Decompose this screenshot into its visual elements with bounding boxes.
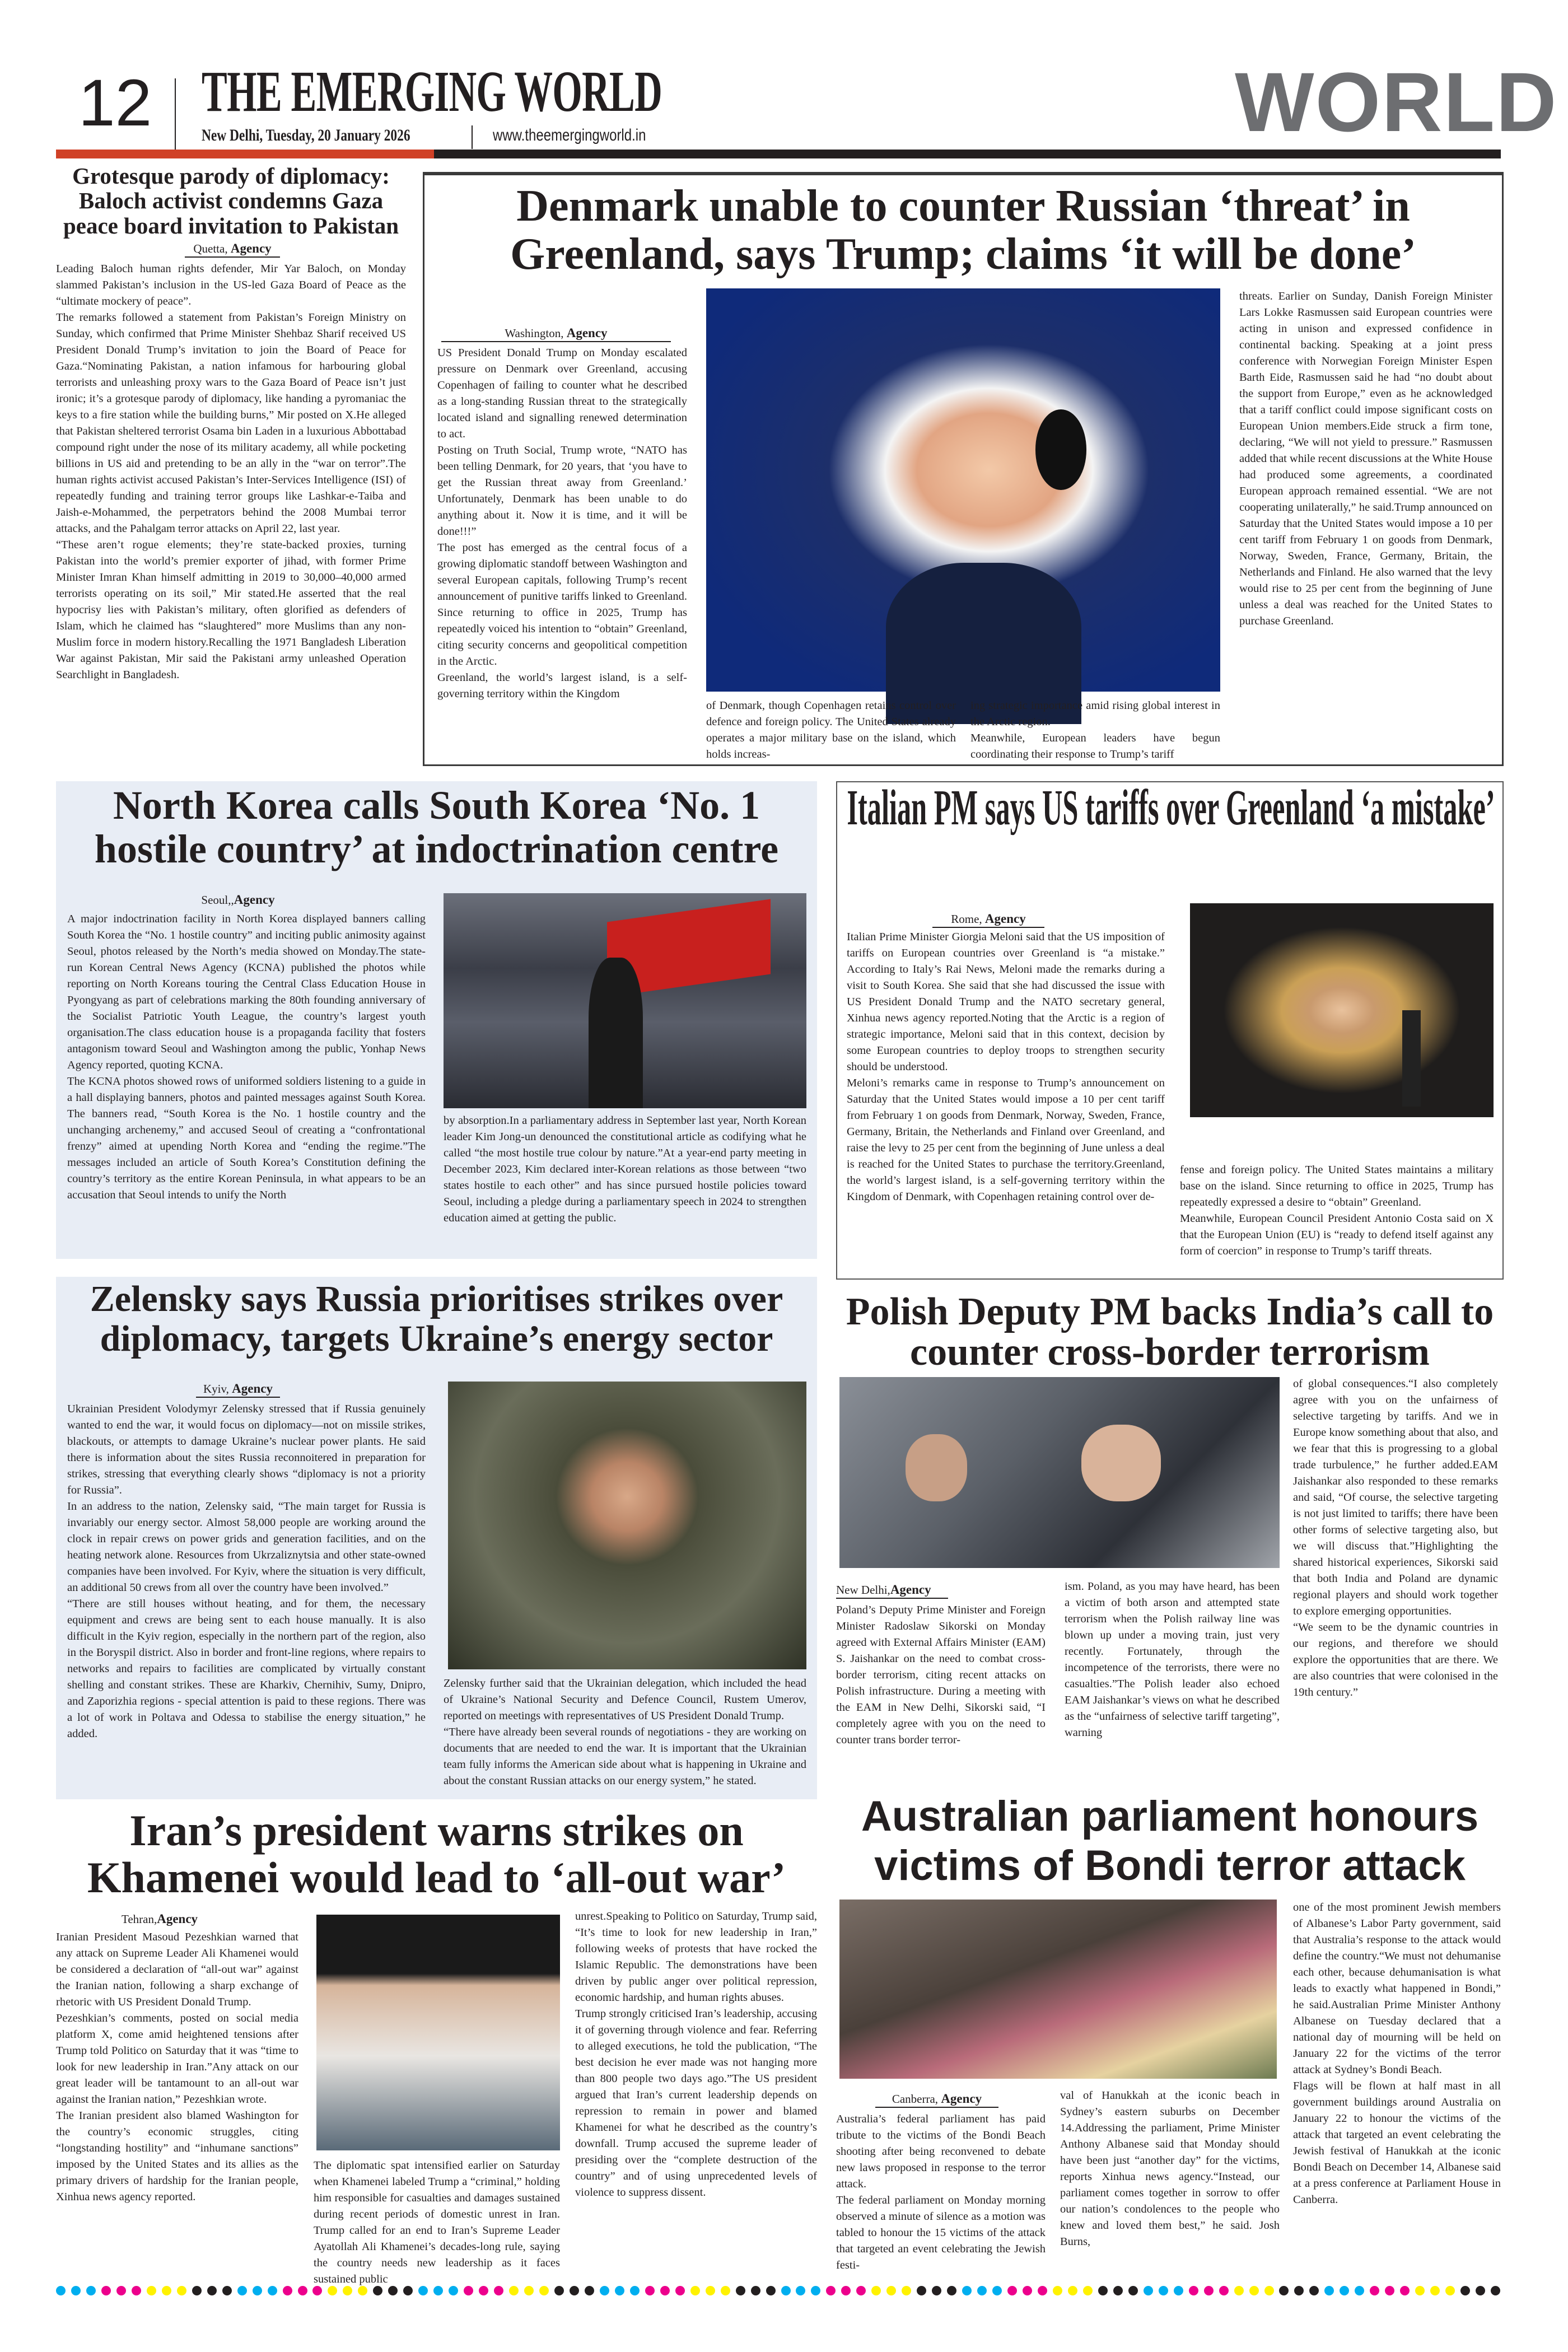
registration-dot	[403, 2286, 413, 2295]
registration-dot	[388, 2286, 398, 2295]
registration-dot	[373, 2286, 382, 2295]
article-body: one of the most prominent Jewish members of Albanese’s Labor Party government, said that Australia’s response to the attack would define the country.“We must not dehumanise each other, because dehumanisation is what leads to exactly what happened in Bondi,” he said.Australian Prime Minister Anthony Albanese on Tuesday declared that a national day of mourning will be held on January 22 for the victims of the terror attack at Sydney’s Bondi Beach. Flags will be flown at half mast in all government buildings around Australia on January 22 to honour the victims of the attack that targeted an event celebrating the Jewish festival of Hanukkah at the iconic Bondi Beach on December 14, Albanese said at a press conference at Parliament House in Canberra.	[1293, 1901, 1501, 2206]
registration-dot	[1491, 2286, 1500, 2295]
registration-dot	[222, 2286, 232, 2295]
article-body: fense and foreign policy. The United States maintains a military base on the island. Since returning to office in 2025, Trump has repeatedly expressed a desire to “obtain” Greenland. Meanwhile, European Council President Antonio Costa said on X that the European Union (EU) is “ready to defend itself against any form of coercion” in response to Trump’s tariff threats.	[1180, 1164, 1494, 1257]
headline: Iran’s president warns strikes on Khamenei would lead to ‘all-out war’	[87, 1806, 786, 1902]
registration-dot	[600, 2286, 609, 2295]
registration-dot	[992, 2286, 1002, 2295]
meloni-photo	[1190, 903, 1494, 1117]
registration-dot	[1113, 2286, 1123, 2295]
registration-dot	[615, 2286, 624, 2295]
registration-dot	[977, 2286, 987, 2295]
headline: Italian PM says US tariffs over Greenland ‘a mistake’	[847, 780, 1495, 836]
registration-dot	[1128, 2286, 1138, 2295]
article-poland	[836, 1292, 1504, 1771]
dateline-agency: Agency	[232, 1382, 273, 1396]
dateline-place: Kyiv,	[203, 1382, 232, 1396]
dateline-place: Rome,	[951, 912, 985, 926]
registration-dot	[312, 2286, 322, 2295]
dateline	[441, 326, 671, 342]
registration-dot	[1309, 2286, 1319, 2295]
registration-dot	[147, 2286, 156, 2295]
registration-dot	[524, 2286, 534, 2295]
article-body: US President Donald Trump on Monday escalated pressure on Denmark over Greenland, accusing Copenhagen of failing to counter what he described as a long-standing Russian threat to the strategically located island and signalling renewed determination to act. Posting on Truth Social, Trump wrote, “NATO has been telling Denmark, for 20 years, that ‘you have to get the Russian threat away from Greenland.’ Unfortunately, Denmark has been unable to do anything about it. Now it is time, and it will be done!!!” The post has emerged as the central focus of a growing diplomatic standoff between Washington and several European capitals, following Trump’s recent announcement of punitive tariffs linked to Greenland. Since returning to office in 2025, Trump has repeatedly voiced his intention to “obtain” Greenland, citing security concerns and geopolitical competition in the Arctic. Greenland, the world’s largest island, is a self-governing territory within the Kingdom	[437, 347, 687, 700]
article-body: Leading Baloch human rights defender, Mir Yar Baloch, on Monday slammed Pakistan’s inclusion in the US-led Gaza Board of Peace as the “ultimate mockery of peace”. The remarks followed a statement from Pakistan’s Foreign Ministry on Sunday, which confirmed that Prime Minister Shehbaz Sharif received US President Donald Trump’s invitation to join the Board of Peace for Gaza.“Nominating Pakistan, a nation infamous for harbouring global terrorists and unleashing proxy wars to the Gaza Board of Peace isn’t just ironic; it’s a grotesque parody of diplomacy, like handing a pyromaniac the keys to a fire station while the building burns,” Mir posted on X.He alleged that Pakistan sheltered terrorist Osama bin Laden in a luxurious Abbottabad compound right under the nose of its military academy, all while pocketing billions in US aid and pretending to be an ally in the “war on terror”.The human rights activist accused Pakistan’s Inter-Services Intelligence (ISI) of repeatedly funding and training terror groups like Lashkar-e-Taiba and Jaish-e-Mohammed, the perpetrators behind the 2008 Mumbai terror attacks, and the Pahalgam terror attacks on April 22, last year. “These aren’t rogue elements; they’re state-backed proxies, turning Pakistan into the world’s premier exporter of jihad, with former Prime Minister Imran Khan himself admitting in 2019 to 30,000–40,000 armed terrorists operating on its soil,” Mir stated.He asserted that the real hypocrisy lies with Pakistan’s military, often glorified as defenders of Islam, which he claimed has “slaughtered” more Muslims than any non-Muslim force in modern history.Recalling the 1971 Bangladesh Liberation War against Pakistan, Mir said the Pakistani army unleashed Operation Searchlight in Bangladesh.	[56, 263, 406, 681]
registration-dot	[1400, 2286, 1410, 2295]
registration-dot	[56, 2286, 66, 2295]
dateline-place: Tehran,	[121, 1912, 157, 1926]
sikorski-jaishankar-photo	[839, 1377, 1280, 1568]
registration-dot	[886, 2286, 896, 2295]
dateline	[193, 893, 283, 908]
registration-dot	[177, 2286, 186, 2295]
registration-dot	[418, 2286, 428, 2295]
dateline-place: Quetta,	[193, 242, 231, 255]
registration-dot	[449, 2286, 458, 2295]
article-body: ism. Poland, as you may have heard, has been a victim of both arson and attempted state terrorism when the Polish railway line was blown up under a moving train, just very recently. Fortunately, through the incompetence of the terrorists, there were no casualties.”The Polish leader also echoed EAM Jaishankar’s views on what he described as the “unfairness of selective tariff targeting”, warning	[1065, 1580, 1280, 1739]
registration-dot	[1385, 2286, 1394, 2295]
article-north-korea	[56, 781, 817, 1259]
registration-dot	[811, 2286, 820, 2295]
dateline-place: Seoul,,	[201, 893, 234, 907]
header-rule-red	[56, 150, 434, 158]
section-title: WORLD	[1235, 55, 1558, 149]
registration-dot	[1430, 2286, 1440, 2295]
registration-dot	[1294, 2286, 1304, 2295]
page-number: 12	[78, 66, 152, 140]
registration-dot	[433, 2286, 443, 2295]
registration-dot	[1053, 2286, 1062, 2295]
article-body: by absorption.In a parliamentary address in September last year, North Korean leader Kim Jong-un denounced the constitutional article as codifying what he called “the most hostile true colour by nature.”At a year-end party meeting in December 2023, Kim declared inter-Korean relations as those between “two states hostile to each other” and has since pursued hostile policies toward Seoul, including a pledge during a parliamentary speech in 2024 to strengthen education aimed at getting the public.	[444, 1114, 806, 1224]
registration-dot	[856, 2286, 866, 2295]
masthead: THE EMERGING WORLD	[202, 59, 662, 124]
headline: Polish Deputy PM backs India’s call to counter cross-border terrorism	[846, 1290, 1494, 1374]
registration-dot	[1249, 2286, 1259, 2295]
headline: Denmark unable to counter Russian ‘threat’ in Greenland, says Trump; claims ‘it will be done’	[510, 181, 1416, 279]
registration-marks	[56, 2286, 1501, 2299]
bondi-memorial-photo	[839, 1900, 1277, 2079]
registration-dot	[736, 2286, 745, 2295]
registration-dot	[766, 2286, 776, 2295]
registration-dot	[1340, 2286, 1349, 2295]
header-rule-black	[434, 150, 1501, 158]
registration-dot	[781, 2286, 791, 2295]
registration-dot	[101, 2286, 111, 2295]
registration-dot	[268, 2286, 277, 2295]
dateline-agency: Agency	[890, 1583, 931, 1597]
article-body: A major indoctrination facility in North Korea displayed banners calling South Korea the “No. 1 hostile country” and inciting public animosity against Seoul, photos released by the North’s media showed on Monday.The state-run Korean Central News Agency (KCNA) published the photos while reporting on North Koreans touring the Central Class Education House in Pyongyang as part of celebrations marking the 80th founding anniversary of the Socialist Patriotic Youth League, the country’s largest youth organisation.The class education house is a propaganda facility that fosters antagonism toward Seoul and Washington among the public, Yonhap News Agency reported, quoting KCNA. The KCNA photos showed rows of uniformed soldiers listening to a guide in a hall displaying banners, photos and painted messages against South Korea. The banners read, “South Korea is the No. 1 hostile country and the unchanging archenemy,” and accused Seoul of creating a “confrontational frenzy” aimed at upending North Korea and “ending the regime.”The messages included an article of South Korea’s Constitution defining the country’s territory as the entire Korean Peninsula, in what appears to be an accusation that Seoul intends to unify the North	[67, 913, 426, 1201]
article-zelensky	[56, 1277, 817, 1799]
registration-dot	[132, 2286, 141, 2295]
article-body: Australia’s federal parliament has paid tribute to the victims of the Bondi Beach shooting after being reconvened to debate new laws proposed in response to the terror attack. The federal parliament on Monday morning observed a minute of silence as a motion was tabled to honour the 15 victims of the attack that targeted an event celebrating the Jewish festi-	[836, 2113, 1046, 2271]
registration-dot	[826, 2286, 836, 2295]
registration-dot	[932, 2286, 941, 2295]
registration-dot	[1038, 2286, 1047, 2295]
divider	[472, 125, 473, 149]
registration-dot	[1355, 2286, 1364, 2295]
dateline	[185, 242, 280, 258]
registration-dot	[1204, 2286, 1214, 2295]
registration-dot	[1264, 2286, 1274, 2295]
article-body: of global consequences.“I also completely agree with you on the unfairness of selective targeting by tariffs. And we in Europe know something about that also, and we fear that this is progressing to a global trade turbulence,” he further added.EAM Jaishankar also responded to these remarks and said, “Of course, the selective targeting is not just limited to tariffs; there have been other forms of selective targeting also, but we will discuss that.”Highlighting the shared historical experiences, Sikorski said that both India and Poland are dynamic regional players and should work together to explore emerging opportunities. “We seem to be the dynamic countries in our regions, and therefore we should explore the opportunities that are there. We are also countries that were colonised in the 19th century.”	[1293, 1378, 1498, 1698]
registration-dot	[539, 2286, 549, 2295]
registration-dot	[494, 2286, 503, 2295]
article-body: Ukrainian President Volodymyr Zelensky stressed that if Russia genuinely wanted to end the war, it would focus on diplomacy—not on missile strikes, blackouts, or attempts to damage Ukraine’s nuclear power plants. He said there is information about the sites Russia reconnoitered in preparation for strikes, stressing that everything clearly shows “diplomacy is not a priority for Russia”. In an address to the nation, Zelensky said, “The main target for Russia is invariably our energy sector. Almost 58,000 people are working around the clock in repair crews on power grids and generation facilities, and on the heating network alone. Resources from Ukrzaliznytsia and other state-owned companies have been involved. For Kyiv, where the situation is very difficult, an additional 50 crews from all over the country have been involved.” “There are still houses without heating, and for them, the necessary equipment and crews are being sent to each house manually. It is also difficult in the Kyiv region, especially in the northern part of the region, also in the Boryspil district. Also in border and front-line regions, where repairs to networks and repairs to facilities are complicated by virtually constant shelling and constant strikes. These are Kharkiv, Chernihiv, Sumy, Dnipro, and Zaporizhia regions - special attention is paid to these regions. There was a lot of work in Poltava and Odessa to stabilise the energy situation,” he added.	[67, 1403, 426, 1740]
article-body: The diplomatic spat intensified earlier on Saturday when Khamenei labeled Trump a “criminal,” holding him responsible for casualties and damages sustained during recent periods of domestic unrest in Iran. Trump called for an end to Iran’s Supreme Leader Ayatollah Ali Khamenei’s decades-long rule, saying the country needs new leadership as it faces sustained public	[314, 2159, 560, 2285]
dateline	[836, 1583, 948, 1599]
zelensky-photo	[448, 1382, 806, 1669]
article-body: val of Hanukkah at the iconic beach in Sydney’s eastern suburbs on December 14.Addressing the parliament, Prime Minister Anthony Albanese said that Monday should have been just “another day” for the victims, reports Xinhua news agency.“Instead, our parliament comes together in sorrow to offer our nation’s condolences to the people who knew and loved them best,” he said. Josh Burns,	[1060, 2089, 1280, 2248]
registration-dot	[751, 2286, 760, 2295]
article-denmark	[423, 172, 1504, 766]
registration-dot	[917, 2286, 926, 2295]
registration-dot	[509, 2286, 519, 2295]
registration-dot	[479, 2286, 488, 2295]
registration-dot	[675, 2286, 685, 2295]
registration-dot	[554, 2286, 564, 2295]
dateline-agency: Agency	[984, 912, 1026, 926]
article-body: threats. Earlier on Sunday, Danish Foreign Minister Lars Lokke Rasmussen said European countries were acting in unison and expressed confidence in continental backing. Speaking at a joint press conference with Norwegian Foreign Minister Espen Barth Eide, Rasmussen said he had “no doubt about the support from Europe,” even as he acknowledged that a tariff conflict could impose significant costs on European Union members.Eide struck a firm tone, declaring, “We will not yield to pressure.” Rasmussen added that while recent discussions at the White House had produced some agreements, a coordinated European approach remained essential. “We are not cooperating unilaterally,” he said.Trump announced on Saturday that the United States would impose a 10 per cent tariff from February 1 on goods from Denmark, Norway, Sweden, France, Germany, Britain, the Netherlands and Finland. He also warned that the levy would rise to 25 per cent from the beginning of June unless a deal was reached for the United States to purchase Greenland.	[1239, 290, 1492, 627]
article-body: Iranian President Masoud Pezeshkian warned that any attack on Supreme Leader Ali Khamenei would be considered a declaration of “all-out war” against the Iranian nation, following a sharp exchange of rhetoric with US President Donald Trump. Pezeshkian’s comments, posted on social media platform X, come amid heightened tensions after Trump told Politico on Saturday that it was “time to look for new leadership in Iran.”Any attack on our great leader will be tantamount to an all-out war against the Iranian nation,” Pezeshkian wrote. The Iranian president also blamed Washington for the country’s economic struggles, citing “longstanding hostility” and “inhumane sanctions” imposed by the United States and its allies as the primary drivers of hardship for the Iranian people, Xinhua news agency reported.	[56, 1931, 298, 2203]
registration-dot	[1445, 2286, 1455, 2295]
article-body: unrest.Speaking to Politico on Saturday, Trump said, “It’s time to look for new leadership in Iran,” following weeks of protests that have rocked the Islamic Republic. The demonstrations have been driven by public anger over political repression, economic hardship, and human rights abuses. Trump strongly criticised Iran’s leadership, accusing it of governing through violence and fear. Referring to alleged executions, he told the publication, “The best decision he ever made was not hanging more than 800 people two days ago.”The US president argued that Iran’s current leadership depends on repression to remain in power and blamed Khamenei for what he described as the country’s downfall. Trump accused the supreme leader of presiding over the “complete destruction of the country” and of using unprecedented levels of violence to suppress dissent.	[575, 1910, 818, 2199]
headline: Grotesque parody of diplomacy: Baloch activist condemns Gaza peace board invitation to Pakistan	[63, 163, 399, 239]
registration-dot	[116, 2286, 126, 2295]
article-body: of Denmark, though Copenhagen retains control over defence and foreign policy. The United States already operates a major military base on the island, which holds increas-	[706, 699, 956, 760]
registration-dot	[1159, 2286, 1168, 2295]
north-korea-photo	[444, 893, 806, 1108]
registration-dot	[1098, 2286, 1108, 2295]
headline: Australian parliament honours victims of Bondi terror attack	[861, 1793, 1479, 1889]
dateline	[196, 1382, 280, 1398]
website-link[interactable]: www.theemergingworld.in	[493, 126, 646, 144]
issue-date: New Delhi, Tuesday, 20 January 2026	[202, 126, 410, 144]
dateline-place: Canberra,	[892, 2092, 941, 2106]
registration-dot	[1023, 2286, 1032, 2295]
registration-dot	[86, 2286, 96, 2295]
headline: Zelensky says Russia prioritises strikes over diplomacy, targets Ukraine’s energy sector	[90, 1278, 783, 1360]
registration-dot	[947, 2286, 956, 2295]
registration-dot	[358, 2286, 367, 2295]
article-body: Poland’s Deputy Prime Minister and Foreign Minister Radoslaw Sikorski on Monday agreed with External Affairs Minister (EAM) S. Jaishankar on the need to combat cross-border terrorism, citing recent attacks on Polish infrastructure. During a meeting with the EAM in New Delhi, Sikorski said, “I completely agree with you on the need to counter trans border terror-	[836, 1604, 1046, 1746]
divider	[175, 78, 176, 151]
registration-dot	[645, 2286, 655, 2295]
registration-dot	[192, 2286, 202, 2295]
article-body: Zelensky further said that the Ukrainian delegation, which included the head of Ukraine’s National Security and Defence Council, Rustem Umerov, reported on meetings with representatives of US President Donald Trump. “There have already been several rounds of negotiations - they are working on documents that are needed to end the war. It is important that the Ukrainian team fully informs the American side about what is happening in Ukraine and about the constant Russian attacks on our energy system,” he stated.	[444, 1677, 806, 1787]
registration-dot	[690, 2286, 700, 2295]
registration-dot	[1068, 2286, 1077, 2295]
registration-dot	[1476, 2286, 1485, 2295]
registration-dot	[1234, 2286, 1244, 2295]
dateline-place: Washington,	[505, 326, 567, 340]
article-body: Italian Prime Minister Giorgia Meloni said that the US imposition of tariffs on European countries over Greenland is “a mistake.” According to Italy’s Rai News, Meloni made the remarks during a visit to South Korea. She said that she had discussed the issue with US President Donald Trump and the NATO secretary general, Xinhua news agency reported.Noting that the Arctic is a region of strategic importance, Meloni said that in this context, decision by some European countries to deploy troops to strengthen security should be understood. Meloni’s remarks came in response to Trump’s announcement on Saturday that the United States would impose a 10 per cent tariff from February 1 on goods from Denmark, Norway, Sweden, France, Germany, Britain, the Netherlands and Finland over Greenland, and raise the levy to 25 per cent from the beginning of June unless a deal is reached for the United States to purchase the territory.Greenland, the world’s largest island, is a self-governing territory within the Kingdom of Denmark, with Copenhagen retaining control over de-	[847, 931, 1165, 1203]
dateline	[932, 912, 1044, 928]
registration-dot	[1189, 2286, 1198, 2295]
registration-dot	[796, 2286, 805, 2295]
article-body: ing strategic importance amid rising global interest in the Arctic region. Meanwhile, European leaders have begun coordinating their response to Trump’s tariff	[970, 699, 1220, 760]
article-australia	[836, 1792, 1504, 2279]
headline: North Korea calls South Korea ‘No. 1 hostile country’ at indoctrination centre	[94, 783, 779, 871]
registration-dot	[464, 2286, 473, 2295]
dateline-place: New Delhi,	[836, 1583, 890, 1597]
registration-dot	[71, 2286, 81, 2295]
dateline-agency: Agency	[157, 1912, 198, 1926]
registration-dot	[253, 2286, 262, 2295]
registration-dot	[706, 2286, 715, 2295]
registration-dot	[841, 2286, 851, 2295]
dateline	[112, 1912, 207, 1927]
registration-dot	[298, 2286, 307, 2295]
registration-dot	[1083, 2286, 1093, 2295]
registration-dot	[902, 2286, 911, 2295]
registration-dot	[162, 2286, 171, 2295]
registration-dot	[207, 2286, 217, 2295]
article-italy	[836, 781, 1504, 1280]
khamenei-photo	[316, 1915, 560, 2150]
registration-dot	[1370, 2286, 1379, 2295]
registration-dot	[1324, 2286, 1334, 2295]
registration-dot	[570, 2286, 579, 2295]
registration-dot	[237, 2286, 247, 2295]
registration-dot	[1219, 2286, 1229, 2295]
registration-dot	[962, 2286, 972, 2295]
dateline-agency: Agency	[234, 893, 275, 907]
registration-dot	[585, 2286, 594, 2295]
registration-dot	[660, 2286, 670, 2295]
registration-dot	[328, 2286, 337, 2295]
dateline-agency: Agency	[566, 326, 608, 340]
registration-dot	[1174, 2286, 1183, 2295]
registration-dot	[1415, 2286, 1425, 2295]
dateline	[875, 2092, 998, 2108]
registration-dot	[283, 2286, 292, 2295]
registration-dot	[1460, 2286, 1470, 2295]
dateline-agency: Agency	[941, 2092, 982, 2106]
registration-dot	[1007, 2286, 1017, 2295]
registration-dot	[1144, 2286, 1153, 2295]
article-iran	[56, 1806, 818, 2285]
registration-dot	[721, 2286, 730, 2295]
registration-dot	[871, 2286, 881, 2295]
registration-dot	[1279, 2286, 1289, 2295]
trump-photo	[706, 288, 1220, 692]
registration-dot	[343, 2286, 352, 2295]
dateline-agency: Agency	[230, 241, 272, 255]
registration-dot	[630, 2286, 640, 2295]
